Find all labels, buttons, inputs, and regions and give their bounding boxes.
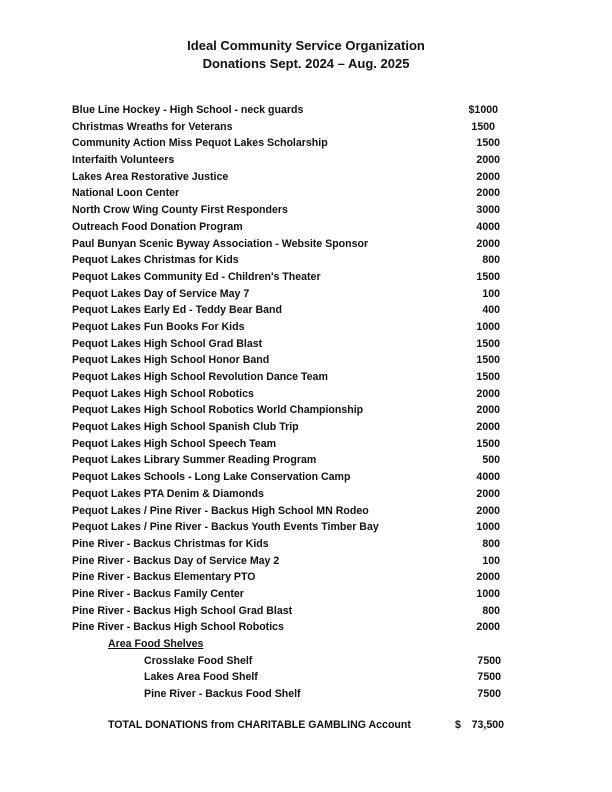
donation-row [0,219,612,236]
total-row [0,716,612,734]
donation-row [0,252,612,269]
donation-recipient: Pequot Lakes Library Summer Reading Program [72,454,317,467]
donation-amount: 7500 [477,654,501,667]
donation-recipient: Pequot Lakes High School Spanish Club Trip [72,421,299,434]
donation-amount: 1500 [476,354,500,367]
donation-recipient: Pequot Lakes High School Revolution Dance Team [72,371,328,383]
donation-amount: 1500 [471,120,495,133]
donation-recipient: Pequot Lakes High School Speech Team [72,437,277,450]
food-shelf-row [0,669,612,686]
donation-row [0,586,612,603]
donation-amount: 500 [482,454,500,467]
donation-recipient: Pequot Lakes Day of Service May 7 [72,287,250,300]
donation-row [0,452,612,469]
donation-recipient: Pine River - Backus Christmas for Kids [72,537,269,550]
donation-amount: 2000 [476,404,500,417]
donation-recipient: Pine River - Backus Day of Service May 2 [72,554,280,567]
donation-amount: 100 [482,554,500,567]
donation-amount: 4000 [476,471,500,484]
donation-recipient: Christmas Wreaths for Veterans [72,120,233,133]
donation-amount: 2000 [476,421,500,434]
donation-row [0,169,612,186]
donation-amount: 4000 [476,220,500,233]
donation-recipient: Pine River - Backus Family Center [72,587,244,600]
donation-amount: 1500 [476,137,500,150]
donation-recipient: Pequot Lakes / Pine River - Backus Youth Events Timber Bay [72,521,379,534]
donation-recipient: Pequot Lakes High School Robotics [72,387,254,400]
donation-row [0,236,612,253]
donation-row [0,603,612,620]
donation-amount: 800 [482,604,500,617]
donation-row [0,152,612,169]
donation-recipient: Pequot Lakes Community Ed - Children's Theater [72,270,321,283]
donation-row [0,503,612,520]
donation-row [0,419,612,436]
donation-amount: 100 [482,287,500,300]
food-shelves-heading [0,636,612,653]
donation-recipient: Pine River - Backus Food Shelf [144,688,301,701]
donation-list [0,102,612,703]
donation-amount: 2000 [476,387,500,400]
document-title: Ideal Community Service Organization [187,38,425,53]
donation-recipient: Pequot Lakes Schools - Long Lake Conservation Camp [72,471,351,484]
total-amount: 73,500 [471,719,504,731]
donation-amount: 2000 [476,237,500,250]
donation-amount: 1000 [476,320,500,333]
donation-row [0,402,612,419]
donation-row [0,185,612,202]
donation-row [0,319,612,336]
donation-row [0,619,612,636]
donation-row [0,569,612,586]
donation-amount: 2000 [476,154,500,167]
donation-row [0,369,612,386]
donation-amount: 1000 [476,587,500,600]
donation-row [0,553,612,570]
donation-recipient: North Crow Wing County First Responders [72,204,288,217]
donation-recipient: National Loon Center [72,187,180,200]
donation-recipient: Lakes Area Restorative Justice [72,170,229,183]
donation-amount: 1500 [476,270,500,283]
donation-amount: 2000 [476,170,500,183]
donation-amount: 2000 [476,621,500,634]
donation-row [0,436,612,453]
donation-row [0,519,612,536]
donation-recipient: Pequot Lakes / Pine River - Backus High School MN Rodeo [72,504,369,517]
donation-row [0,302,612,319]
donation-recipient: Blue Line Hockey - High School - neck guards [72,104,304,116]
donation-recipient: Pequot Lakes Fun Books For Kids [72,320,245,333]
donation-amount: $1000 [468,104,498,116]
donation-row [0,536,612,553]
donation-amount: 1500 [476,371,500,383]
donation-recipient: Pequot Lakes High School Honor Band [72,354,270,367]
donation-recipient: Outreach Food Donation Program [72,220,243,233]
donation-amount: 2000 [476,187,500,200]
donation-amount: 800 [482,537,500,550]
food-shelf-row [0,686,612,703]
donation-amount: 1500 [476,337,500,350]
total-label: TOTAL DONATIONS from CHARITABLE GAMBLING Account [108,719,411,731]
donation-recipient: Lakes Area Food Shelf [144,671,258,684]
donation-recipient: Community Action Miss Pequot Lakes Scholarship [72,137,328,150]
donation-amount: 2000 [476,487,500,500]
donation-amount: 3000 [476,204,500,217]
donation-recipient: Pine River - Backus Elementary PTO [72,571,256,584]
total-currency: $ [455,719,461,731]
donation-recipient: Pequot Lakes Early Ed - Teddy Bear Band [72,304,282,317]
donation-row [0,386,612,403]
donation-amount: 2000 [476,504,500,517]
donation-row [0,286,612,303]
donation-row [0,102,612,119]
donation-amount: 800 [482,254,500,267]
donation-recipient: Interfaith Volunteers [72,154,175,167]
donation-amount: 1500 [476,437,500,450]
donation-amount: 2000 [476,571,500,584]
donation-recipient: Crosslake Food Shelf [144,654,253,667]
donation-recipient: Pequot Lakes High School Robotics World Championship [72,404,364,417]
donation-recipient: Pequot Lakes PTA Denim & Diamonds [72,487,264,500]
donation-recipient: Paul Bunyan Scenic Byway Association - Website Sponsor [72,237,369,250]
donation-amount: 7500 [477,671,501,684]
donation-row [0,336,612,353]
donation-row [0,469,612,486]
donation-row [0,352,612,369]
donation-amount: 400 [482,304,500,317]
donation-row [0,119,612,136]
donation-recipient: Pequot Lakes High School Grad Blast [72,337,263,350]
donation-amount: 1000 [476,521,500,534]
donation-recipient: Pine River - Backus High School Robotics [72,621,284,634]
donation-recipient: Pequot Lakes Christmas for Kids [72,254,239,267]
donation-recipient: Area Food Shelves [108,638,204,650]
donation-row [0,269,612,286]
food-shelf-row [0,653,612,670]
donation-row [0,202,612,219]
donation-recipient: Pine River - Backus High School Grad Blast [72,604,293,617]
document-subtitle: Donations Sept. 2024 – Aug. 2025 [202,56,410,71]
donation-row [0,486,612,503]
donation-row [0,135,612,152]
donation-amount: 7500 [477,688,501,701]
